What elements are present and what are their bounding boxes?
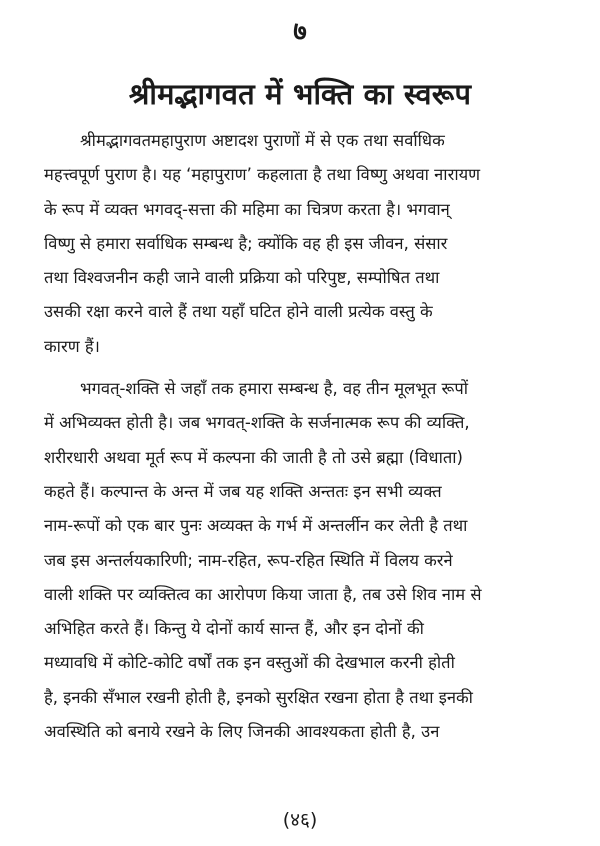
text-line: शरीरधारी अथवा मूर्त रूप में कल्पना की जाती है तो उसे ब्रह्मा (विधाता) [44, 447, 463, 467]
text-line: है, इनकी सँभाल रखनी होती है, इनको सुरक्षित रखना होता है तथा इनकी [44, 687, 473, 707]
body-text [44, 124, 584, 749]
text-line: नाम-रूपों को एक बार पुनः अव्यक्त के गर्भ में अन्तर्लीन कर लेती है तथा [44, 516, 468, 536]
text-line: जब इस अन्तर्लयकारिणी; नाम-रहित, रूप-रहित स्थिति में विलय करने [44, 550, 453, 570]
text-line: कहते हैं। कल्पान्त के अन्त में जब यह शक्ति अन्ततः इन सभी व्यक्त [44, 481, 442, 501]
text-line: भगवत्-शक्ति से जहाँ तक हमारा सम्बन्ध है, वह तीन मूलभूत रूपों [80, 379, 469, 399]
text-line: तथा विश्वजनीन कही जाने वाली प्रक्रिया को परिपुष्ट, सम्पोषित तथा [44, 268, 440, 288]
text-line: मध्यावधि में कोटि-कोटि वर्षों तक इन वस्तुओं की देखभाल करनी होती [44, 653, 455, 673]
text-line: कारण हैं। [44, 336, 100, 356]
text-line: में अभिव्यक्त होती है। जब भगवत्-शक्ति के सर्जनात्मक रूप की व्यक्ति, [44, 413, 470, 433]
text-line: महत्त्वपूर्ण पुराण है। यह ‘महापुराण’ कहलाता है तथा विष्णु अथवा नारायण [44, 165, 481, 185]
text-line: वाली शक्ति पर व्यक्तित्व का आरोपण किया जाता है, तब उसे शिव नाम से [44, 584, 482, 604]
paragraph-1 [44, 124, 584, 364]
text-line: अभिहित करते हैं। किन्तु ये दोनों कार्य सान्त हैं, और इन दोनों की [44, 619, 424, 639]
chapter-title: श्रीमद्भागवत में भक्ति का स्वरूप [128, 77, 472, 111]
paragraph-2 [44, 372, 584, 749]
text-line: उसकी रक्षा करने वाले हैं तथा यहाँ घटित होने वाली प्रत्येक वस्तु के [44, 302, 433, 322]
text-line: विष्णु से हमारा सर्वाधिक सम्बन्ध है; क्योंकि वह ही इस जीवन, संसार [44, 233, 448, 253]
text-line: के रूप में व्यक्त भगवद्-सत्ता की महिमा का चित्रण करता है। भगवान् [44, 199, 450, 219]
text-line: अवस्थिति को बनाये रखने के लिए जिनकी आवश्यकता होती है, उन [44, 722, 440, 742]
chapter-number: ७ [293, 17, 307, 47]
text-line: श्रीमद्भागवतमहापुराण अष्टादश पुराणों में से एक तथा सर्वाधिक [80, 131, 445, 150]
page-number: (४६) [282, 809, 318, 831]
